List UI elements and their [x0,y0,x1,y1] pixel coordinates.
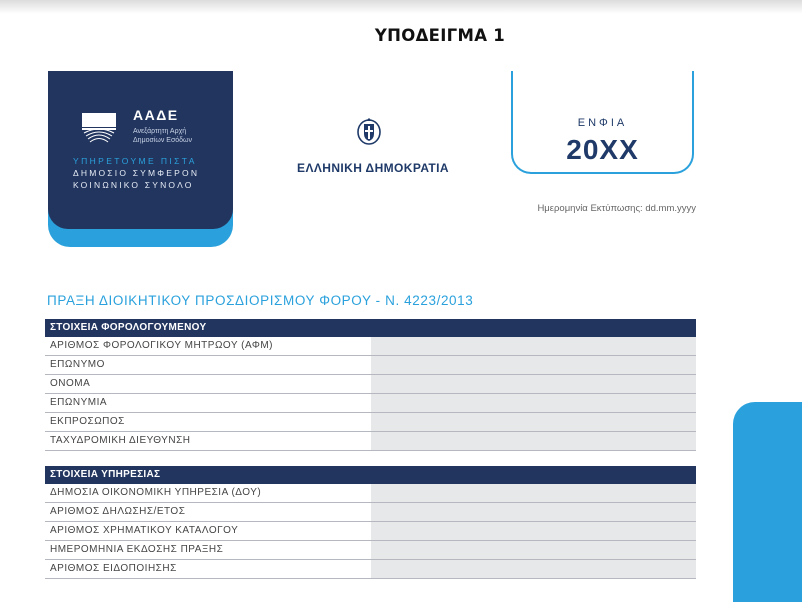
table-row [45,541,696,560]
aade-subtitle-line: Ανεξάρτητη Αρχή [133,128,187,135]
section-header: ΣΤΟΙΧΕΙΑ ΦΟΡΟΛΟΓΟΥΜΕΝΟΥ [45,319,696,337]
republic-name: ΕΛΛΗΝΙΚΗ ΔΗΜΟΚΡΑΤΙΑ [297,161,449,175]
row-label: ΟΝΟΜΑ [50,378,91,389]
table-row [45,413,696,432]
table-row [45,432,696,451]
table-row [45,375,696,394]
row-label: ΑΡΙΘΜΟΣ ΔΗΛΩΣΗΣ/ΕΤΟΣ [50,506,186,517]
row-value-cell [371,375,696,393]
table-row [45,503,696,522]
side-decoration-tab [733,402,802,602]
row-value-cell [371,503,696,521]
table-row [45,560,696,579]
table-row [45,484,696,503]
row-value-cell [371,413,696,431]
row-label: ΕΚΠΡΟΣΩΠΟΣ [50,416,125,427]
row-value-cell [371,522,696,540]
row-label: ΑΡΙΘΜΟΣ ΧΡΗΜΑΤΙΚΟΥ ΚΑΤΑΛΟΓΟΥ [50,525,239,536]
aade-motto-line: ΔΗΜΟΣΙΟ ΣΥΜΦΕΡΟΝ [73,168,200,178]
row-value-cell [371,541,696,559]
table-row [45,394,696,413]
table-row [45,337,696,356]
enfia-box [511,71,694,174]
document-title: ΥΠΟΔΕΙΓΜΑ 1 [374,26,506,45]
row-value-cell [371,560,696,578]
table-row [45,522,696,541]
aade-subtitle-line: Δημοσίων Εσόδων [133,137,193,144]
aade-subtitle [133,127,223,145]
taxpayer-table [45,319,696,451]
enfia-year: 20XX [566,134,639,165]
row-value-cell [371,394,696,412]
aade-motto-line: ΚΟΙΝΩΝΙΚΟ ΣΥΝΟΛΟ [73,180,194,190]
table-row [45,356,696,375]
row-value-cell [371,356,696,374]
row-value-cell [371,337,696,355]
aade-logo [48,71,233,229]
print-date: Ημερομηνία Εκτύπωσης: dd.mm.yyyy [537,203,696,214]
aade-motto-line: ΥΠΗΡΕΤΟΥΜΕ ΠΙΣΤΑ [73,156,197,166]
row-label: ΔΗΜΟΣΙΑ ΟΙΚΟΝΟΜΙΚΗ ΥΠΗΡΕΣΙΑ (ΔΟΥ) [50,487,262,498]
aade-book-icon [80,111,118,143]
row-value-cell [371,432,696,450]
row-label: ΗΜΕΡΟΜΗΝΙΑ ΕΚΔΟΣΗΣ ΠΡΑΞΗΣ [50,544,224,555]
page-top-edge [0,0,802,14]
row-label: ΑΡΙΘΜΟΣ ΦΟΡΟΛΟΓΙΚΟΥ ΜΗΤΡΩΟΥ (ΑΦΜ) [50,340,273,351]
row-label: ΑΡΙΘΜΟΣ ΕΙΔΟΠΟΙΗΣΗΣ [50,563,177,574]
row-label: ΕΠΩΝΥΜΟ [50,359,105,370]
service-table [45,466,696,579]
row-label: ΕΠΩΝΥΜΙΑ [50,397,108,408]
aade-name: ΑΑΔΕ [133,107,179,123]
row-label: ΤΑΧΥΔΡΟΜΙΚΗ ΔΙΕΥΘΥΝΣΗ [50,435,191,446]
section-header: ΣΤΟΙΧΕΙΑ ΥΠΗΡΕΣΙΑΣ [45,466,696,484]
enfia-label: ΕΝΦΙΑ [577,117,628,129]
row-value-cell [371,484,696,502]
act-title: ΠΡΑΞΗ ΔΙΟΙΚΗΤΙΚΟΥ ΠΡΟΣΔΙΟΡΙΣΜΟΥ ΦΟΡΟΥ - Ν. 4223/2013 [47,293,474,308]
greek-emblem-icon [357,117,381,145]
